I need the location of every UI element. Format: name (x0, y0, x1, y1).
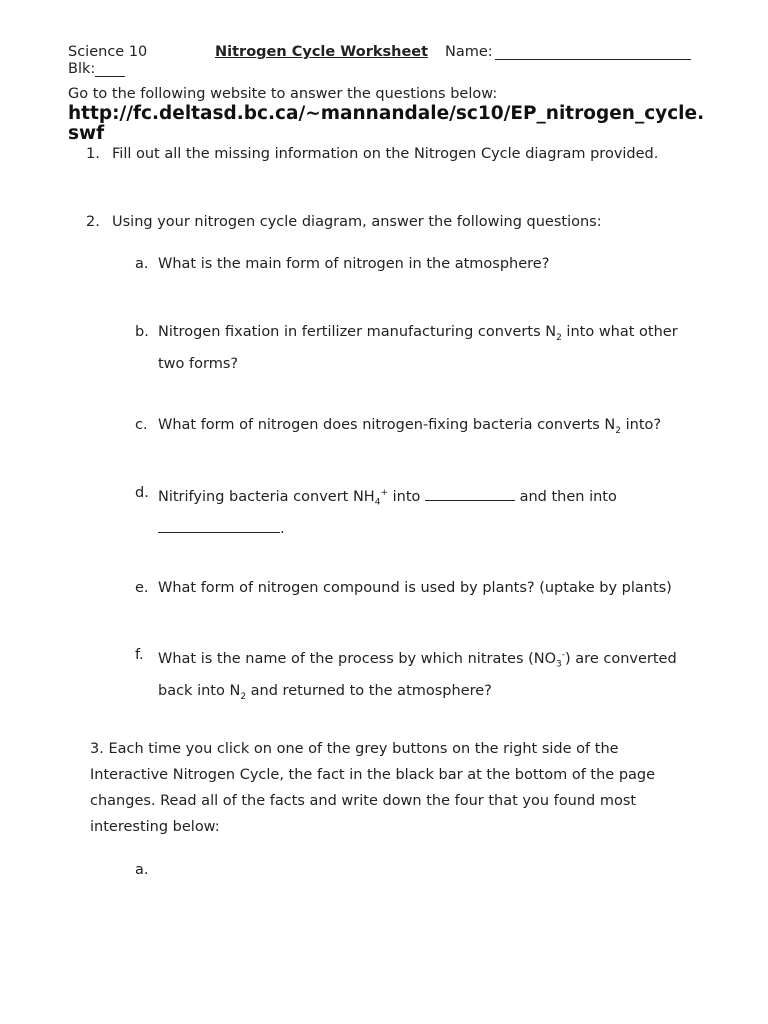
question-2d (135, 480, 725, 542)
text-part: What form of nitrogen does nitrogen-fixing bacteria converts N (158, 417, 616, 433)
block-label: Blk: (68, 61, 96, 77)
text-part: and returned to the atmosphere? (246, 682, 492, 699)
question-text-line1: Each time you click on one of the grey buttons on the right side of the (108, 741, 619, 757)
question-letter: d. (135, 485, 149, 501)
question-letter: a. (135, 256, 149, 272)
question-2c (135, 412, 725, 444)
question-text: What form of nitrogen compound is used by plants? (uptake by plants) (158, 580, 672, 596)
question-2a (135, 251, 725, 277)
instruction-text: Go to the following website to answer the questions below: (68, 86, 498, 102)
text-part: What is the name of the process by which nitrates (NO (158, 650, 557, 667)
question-number: 3. (90, 741, 104, 757)
question-text (158, 642, 725, 678)
block-field (68, 61, 125, 77)
question-2f (135, 642, 725, 710)
text-part: into what other (561, 324, 678, 340)
question-2b (135, 319, 725, 377)
subscript: 2 (615, 425, 622, 436)
text-part: Nitrogen fixation in fertilizer manufacturing converts N (158, 324, 557, 340)
text-part: back into N (158, 682, 241, 699)
website-url[interactable]: http://fc.deltasd.bc.ca/~mannandale/sc10/EP_nitrogen_cycle.swf (68, 103, 705, 144)
question-text-line4: interesting below: (90, 819, 220, 835)
text-part: and then into (515, 488, 617, 505)
block-blank[interactable] (95, 62, 125, 77)
text-part: Nitrifying bacteria convert NH (158, 488, 375, 505)
question-text-line3: changes. Read all of the facts and write down the four that you found most (90, 793, 637, 809)
text-part: ) are converted (565, 650, 677, 667)
question-number: 1. (86, 146, 100, 162)
question-letter: b. (135, 324, 149, 340)
question-letter: f. (135, 647, 144, 663)
subscript: 3 (556, 659, 562, 670)
question-text (158, 480, 725, 516)
question-text: What is the main form of nitrogen in the atmosphere? (158, 256, 550, 272)
question-text-line2 (158, 516, 725, 542)
question-letter: a. (135, 862, 149, 878)
text-part: into? (621, 417, 662, 433)
question-text-line2: Interactive Nitrogen Cycle, the fact in the black bar at the bottom of the page (90, 767, 656, 783)
subscript: 2 (240, 691, 247, 702)
name-label: Name: (445, 44, 493, 60)
question-text: Using your nitrogen cycle diagram, answer the following questions: (112, 214, 602, 230)
question-1 (86, 141, 726, 167)
question-number: 2. (86, 214, 100, 230)
question-2 (86, 209, 726, 235)
course-label: Science 10 (68, 44, 148, 60)
question-text (158, 319, 725, 351)
question-letter: c. (135, 417, 148, 433)
question-text (158, 412, 725, 444)
subscript: 2 (556, 332, 562, 343)
worksheet-title: Nitrogen Cycle Worksheet (215, 44, 429, 60)
subscript: 4 (374, 497, 381, 508)
text-part: into (388, 488, 425, 505)
superscript: + (380, 488, 388, 498)
name-blank[interactable] (495, 59, 691, 60)
question-2e (135, 575, 725, 601)
answer-blank[interactable] (158, 517, 280, 533)
superscript: - (561, 650, 566, 660)
question-3 (90, 736, 720, 840)
question-text-line2 (158, 678, 725, 710)
question-text-line2: two forms? (158, 355, 239, 372)
text-part: . (280, 520, 285, 537)
question-text: Fill out all the missing information on the Nitrogen Cycle diagram provided. (112, 146, 659, 162)
question-letter: e. (135, 580, 149, 596)
answer-blank[interactable] (425, 485, 515, 501)
